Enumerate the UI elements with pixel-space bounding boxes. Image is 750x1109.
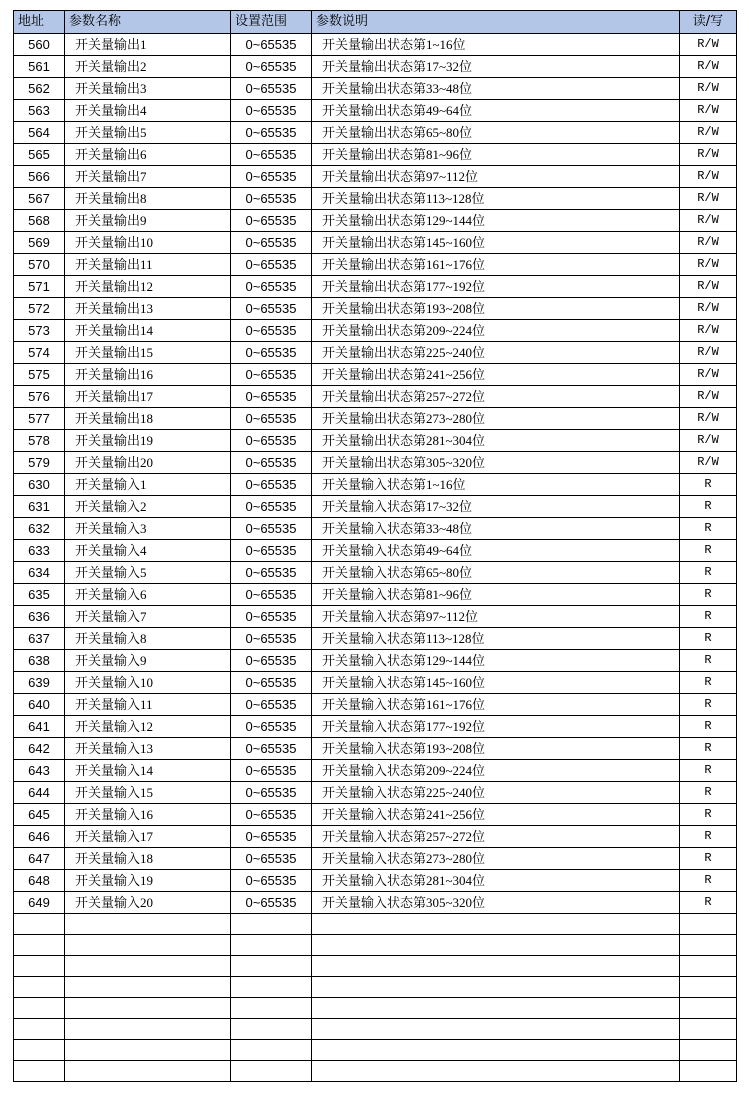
setting-range-cell: 0~65535 xyxy=(231,232,312,254)
param-description-cell: 开关量输入状态第97~112位 xyxy=(312,606,680,628)
read-write-cell: R/W xyxy=(680,188,737,210)
table-row xyxy=(14,1040,737,1061)
read-write-cell: R/W xyxy=(680,276,737,298)
param-description-cell: 开关量输出状态第97~112位 xyxy=(312,166,680,188)
param-description-cell: 开关量输出状态第33~48位 xyxy=(312,78,680,100)
param-description-cell: 开关量输入状态第209~224位 xyxy=(312,760,680,782)
param-name-cell: 开关量输入5 xyxy=(65,562,231,584)
param-name-cell: 开关量输出13 xyxy=(65,298,231,320)
setting-range-cell: 0~65535 xyxy=(231,540,312,562)
param-name-cell: 开关量输出8 xyxy=(65,188,231,210)
param-name-cell: 开关量输入6 xyxy=(65,584,231,606)
setting-range-cell: 0~65535 xyxy=(231,56,312,78)
table-row xyxy=(14,254,737,276)
table-body xyxy=(14,34,737,1082)
table-row xyxy=(14,474,737,496)
address-cell: 573 xyxy=(14,320,65,342)
param-name-cell: 开关量输入19 xyxy=(65,870,231,892)
param-description-cell: 开关量输入状态第17~32位 xyxy=(312,496,680,518)
param-name-cell: 开关量输出20 xyxy=(65,452,231,474)
setting-range-cell: 0~65535 xyxy=(231,804,312,826)
header-param-name: 参数名称 xyxy=(65,11,231,34)
setting-range-cell: 0~65535 xyxy=(231,474,312,496)
setting-range-cell: 0~65535 xyxy=(231,386,312,408)
table-row xyxy=(14,694,737,716)
param-description-cell: 开关量输入状态第281~304位 xyxy=(312,870,680,892)
address-cell: 562 xyxy=(14,78,65,100)
read-write-cell: R xyxy=(680,694,737,716)
setting-range-cell: 0~65535 xyxy=(231,870,312,892)
setting-range-cell: 0~65535 xyxy=(231,364,312,386)
table-row xyxy=(14,518,737,540)
param-description-cell: 开关量输入状态第305~320位 xyxy=(312,892,680,914)
param-name-cell xyxy=(65,935,231,956)
table-row xyxy=(14,914,737,935)
param-description-cell: 开关量输出状态第177~192位 xyxy=(312,276,680,298)
table-row xyxy=(14,977,737,998)
read-write-cell: R/W xyxy=(680,320,737,342)
param-name-cell: 开关量输出1 xyxy=(65,34,231,56)
read-write-cell xyxy=(680,977,737,998)
address-cell: 569 xyxy=(14,232,65,254)
table-row xyxy=(14,998,737,1019)
address-cell: 639 xyxy=(14,672,65,694)
read-write-cell: R xyxy=(680,474,737,496)
read-write-cell: R xyxy=(680,870,737,892)
read-write-cell: R/W xyxy=(680,342,737,364)
param-name-cell: 开关量输入4 xyxy=(65,540,231,562)
setting-range-cell: 0~65535 xyxy=(231,276,312,298)
address-cell: 647 xyxy=(14,848,65,870)
param-description-cell: 开关量输入状态第113~128位 xyxy=(312,628,680,650)
setting-range-cell: 0~65535 xyxy=(231,518,312,540)
table-row xyxy=(14,298,737,320)
address-cell: 634 xyxy=(14,562,65,584)
read-write-cell: R xyxy=(680,760,737,782)
setting-range-cell: 0~65535 xyxy=(231,166,312,188)
setting-range-cell: 0~65535 xyxy=(231,738,312,760)
param-name-cell: 开关量输入12 xyxy=(65,716,231,738)
address-cell xyxy=(14,1019,65,1040)
address-cell: 645 xyxy=(14,804,65,826)
header-param-description: 参数说明 xyxy=(312,11,680,34)
param-description-cell: 开关量输入状态第273~280位 xyxy=(312,848,680,870)
table-row xyxy=(14,584,737,606)
address-cell: 643 xyxy=(14,760,65,782)
address-cell: 574 xyxy=(14,342,65,364)
setting-range-cell: 0~65535 xyxy=(231,694,312,716)
param-description-cell: 开关量输入状态第193~208位 xyxy=(312,738,680,760)
table-row xyxy=(14,628,737,650)
param-description-cell xyxy=(312,1040,680,1061)
param-name-cell: 开关量输出19 xyxy=(65,430,231,452)
table-row xyxy=(14,34,737,56)
table-row xyxy=(14,738,737,760)
read-write-cell: R xyxy=(680,848,737,870)
read-write-cell: R/W xyxy=(680,144,737,166)
address-cell: 564 xyxy=(14,122,65,144)
setting-range-cell: 0~65535 xyxy=(231,584,312,606)
table-row xyxy=(14,935,737,956)
read-write-cell: R xyxy=(680,628,737,650)
param-description-cell xyxy=(312,914,680,935)
setting-range-cell xyxy=(231,1061,312,1082)
param-name-cell xyxy=(65,1061,231,1082)
table-row xyxy=(14,386,737,408)
param-description-cell: 开关量输出状态第281~304位 xyxy=(312,430,680,452)
setting-range-cell xyxy=(231,935,312,956)
param-name-cell xyxy=(65,1019,231,1040)
address-cell: 632 xyxy=(14,518,65,540)
address-cell xyxy=(14,1040,65,1061)
setting-range-cell: 0~65535 xyxy=(231,628,312,650)
setting-range-cell: 0~65535 xyxy=(231,34,312,56)
read-write-cell: R/W xyxy=(680,430,737,452)
table-row xyxy=(14,210,737,232)
param-name-cell: 开关量输出12 xyxy=(65,276,231,298)
param-description-cell xyxy=(312,1061,680,1082)
address-cell: 570 xyxy=(14,254,65,276)
read-write-cell: R/W xyxy=(680,408,737,430)
address-cell: 563 xyxy=(14,100,65,122)
address-cell: 561 xyxy=(14,56,65,78)
header-setting-range: 设置范围 xyxy=(231,11,312,34)
address-cell xyxy=(14,1061,65,1082)
param-name-cell: 开关量输出15 xyxy=(65,342,231,364)
param-name-cell: 开关量输出5 xyxy=(65,122,231,144)
read-write-cell xyxy=(680,935,737,956)
setting-range-cell: 0~65535 xyxy=(231,210,312,232)
address-cell: 579 xyxy=(14,452,65,474)
read-write-cell: R xyxy=(680,826,737,848)
param-description-cell: 开关量输出状态第145~160位 xyxy=(312,232,680,254)
setting-range-cell: 0~65535 xyxy=(231,122,312,144)
table-row xyxy=(14,496,737,518)
table-row xyxy=(14,166,737,188)
address-cell xyxy=(14,977,65,998)
table-row xyxy=(14,56,737,78)
table-row xyxy=(14,804,737,826)
param-name-cell: 开关量输入11 xyxy=(65,694,231,716)
read-write-cell: R xyxy=(680,606,737,628)
param-name-cell: 开关量输入13 xyxy=(65,738,231,760)
read-write-cell: R/W xyxy=(680,254,737,276)
read-write-cell: R/W xyxy=(680,78,737,100)
param-name-cell: 开关量输入18 xyxy=(65,848,231,870)
setting-range-cell: 0~65535 xyxy=(231,144,312,166)
read-write-cell: R/W xyxy=(680,210,737,232)
param-description-cell: 开关量输出状态第81~96位 xyxy=(312,144,680,166)
table-row xyxy=(14,606,737,628)
param-description-cell: 开关量输入状态第145~160位 xyxy=(312,672,680,694)
param-description-cell: 开关量输出状态第65~80位 xyxy=(312,122,680,144)
read-write-cell: R xyxy=(680,496,737,518)
setting-range-cell: 0~65535 xyxy=(231,254,312,276)
setting-range-cell: 0~65535 xyxy=(231,606,312,628)
table-row xyxy=(14,672,737,694)
table-row xyxy=(14,562,737,584)
address-cell: 640 xyxy=(14,694,65,716)
read-write-cell: R xyxy=(680,716,737,738)
setting-range-cell: 0~65535 xyxy=(231,826,312,848)
param-name-cell: 开关量输出9 xyxy=(65,210,231,232)
param-description-cell: 开关量输出状态第49~64位 xyxy=(312,100,680,122)
address-cell: 577 xyxy=(14,408,65,430)
setting-range-cell: 0~65535 xyxy=(231,650,312,672)
read-write-cell: R xyxy=(680,562,737,584)
param-name-cell xyxy=(65,914,231,935)
param-description-cell: 开关量输出状态第193~208位 xyxy=(312,298,680,320)
setting-range-cell: 0~65535 xyxy=(231,430,312,452)
address-cell: 566 xyxy=(14,166,65,188)
param-name-cell: 开关量输出16 xyxy=(65,364,231,386)
setting-range-cell: 0~65535 xyxy=(231,78,312,100)
table-row xyxy=(14,430,737,452)
table-row xyxy=(14,848,737,870)
param-name-cell: 开关量输入15 xyxy=(65,782,231,804)
table-row xyxy=(14,100,737,122)
setting-range-cell xyxy=(231,956,312,977)
param-name-cell: 开关量输入3 xyxy=(65,518,231,540)
address-cell: 635 xyxy=(14,584,65,606)
setting-range-cell: 0~65535 xyxy=(231,716,312,738)
setting-range-cell: 0~65535 xyxy=(231,100,312,122)
read-write-cell: R/W xyxy=(680,166,737,188)
setting-range-cell: 0~65535 xyxy=(231,672,312,694)
table-row xyxy=(14,1061,737,1082)
param-description-cell: 开关量输出状态第161~176位 xyxy=(312,254,680,276)
param-description-cell: 开关量输入状态第257~272位 xyxy=(312,826,680,848)
param-description-cell: 开关量输出状态第241~256位 xyxy=(312,364,680,386)
param-description-cell: 开关量输出状态第1~16位 xyxy=(312,34,680,56)
param-description-cell: 开关量输入状态第241~256位 xyxy=(312,804,680,826)
address-cell: 641 xyxy=(14,716,65,738)
table-row xyxy=(14,540,737,562)
table-row xyxy=(14,408,737,430)
address-cell xyxy=(14,956,65,977)
table-row xyxy=(14,826,737,848)
read-write-cell: R xyxy=(680,650,737,672)
param-name-cell: 开关量输出4 xyxy=(65,100,231,122)
read-write-cell: R xyxy=(680,782,737,804)
table-row xyxy=(14,188,737,210)
param-name-cell: 开关量输出7 xyxy=(65,166,231,188)
setting-range-cell: 0~65535 xyxy=(231,342,312,364)
address-cell: 572 xyxy=(14,298,65,320)
read-write-cell xyxy=(680,1019,737,1040)
param-description-cell: 开关量输出状态第273~280位 xyxy=(312,408,680,430)
address-cell xyxy=(14,914,65,935)
param-name-cell: 开关量输出2 xyxy=(65,56,231,78)
param-description-cell: 开关量输出状态第113~128位 xyxy=(312,188,680,210)
address-cell: 646 xyxy=(14,826,65,848)
address-cell: 649 xyxy=(14,892,65,914)
setting-range-cell: 0~65535 xyxy=(231,892,312,914)
address-cell: 560 xyxy=(14,34,65,56)
param-name-cell: 开关量输入16 xyxy=(65,804,231,826)
param-name-cell: 开关量输入1 xyxy=(65,474,231,496)
table-row xyxy=(14,650,737,672)
read-write-cell: R xyxy=(680,518,737,540)
param-name-cell: 开关量输入8 xyxy=(65,628,231,650)
setting-range-cell: 0~65535 xyxy=(231,452,312,474)
address-cell: 633 xyxy=(14,540,65,562)
address-cell: 565 xyxy=(14,144,65,166)
param-description-cell: 开关量输入状态第65~80位 xyxy=(312,562,680,584)
param-name-cell: 开关量输入17 xyxy=(65,826,231,848)
param-description-cell: 开关量输入状态第129~144位 xyxy=(312,650,680,672)
table-row xyxy=(14,760,737,782)
setting-range-cell xyxy=(231,977,312,998)
param-description-cell: 开关量输出状态第305~320位 xyxy=(312,452,680,474)
read-write-cell: R xyxy=(680,672,737,694)
read-write-cell: R xyxy=(680,540,737,562)
param-description-cell xyxy=(312,1019,680,1040)
setting-range-cell: 0~65535 xyxy=(231,848,312,870)
table-row xyxy=(14,144,737,166)
table-row xyxy=(14,956,737,977)
param-name-cell: 开关量输出11 xyxy=(65,254,231,276)
address-cell: 567 xyxy=(14,188,65,210)
parameter-table xyxy=(13,10,737,1082)
read-write-cell xyxy=(680,956,737,977)
table-row xyxy=(14,716,737,738)
read-write-cell xyxy=(680,1061,737,1082)
read-write-cell: R/W xyxy=(680,452,737,474)
param-name-cell: 开关量输出3 xyxy=(65,78,231,100)
param-description-cell: 开关量输入状态第33~48位 xyxy=(312,518,680,540)
table-row xyxy=(14,892,737,914)
table-row xyxy=(14,870,737,892)
table-row xyxy=(14,276,737,298)
read-write-cell xyxy=(680,998,737,1019)
header-address: 地址 xyxy=(14,11,65,34)
table-row xyxy=(14,1019,737,1040)
param-name-cell: 开关量输入10 xyxy=(65,672,231,694)
address-cell: 638 xyxy=(14,650,65,672)
param-description-cell: 开关量输出状态第129~144位 xyxy=(312,210,680,232)
table-row xyxy=(14,342,737,364)
address-cell: 630 xyxy=(14,474,65,496)
param-description-cell: 开关量输入状态第1~16位 xyxy=(312,474,680,496)
param-name-cell xyxy=(65,1040,231,1061)
param-description-cell: 开关量输出状态第225~240位 xyxy=(312,342,680,364)
setting-range-cell xyxy=(231,998,312,1019)
read-write-cell: R/W xyxy=(680,298,737,320)
param-description-cell xyxy=(312,956,680,977)
param-description-cell: 开关量输出状态第209~224位 xyxy=(312,320,680,342)
setting-range-cell: 0~65535 xyxy=(231,496,312,518)
param-description-cell: 开关量输入状态第161~176位 xyxy=(312,694,680,716)
setting-range-cell: 0~65535 xyxy=(231,408,312,430)
header-read-write: 读/写 xyxy=(680,11,737,34)
address-cell xyxy=(14,935,65,956)
param-name-cell xyxy=(65,998,231,1019)
read-write-cell: R/W xyxy=(680,100,737,122)
read-write-cell: R xyxy=(680,738,737,760)
setting-range-cell xyxy=(231,914,312,935)
read-write-cell: R/W xyxy=(680,386,737,408)
param-description-cell: 开关量输入状态第49~64位 xyxy=(312,540,680,562)
address-cell: 637 xyxy=(14,628,65,650)
param-description-cell: 开关量输入状态第177~192位 xyxy=(312,716,680,738)
setting-range-cell xyxy=(231,1019,312,1040)
param-description-cell: 开关量输入状态第81~96位 xyxy=(312,584,680,606)
table-row xyxy=(14,452,737,474)
param-name-cell: 开关量输入9 xyxy=(65,650,231,672)
param-description-cell xyxy=(312,977,680,998)
param-name-cell: 开关量输出18 xyxy=(65,408,231,430)
param-name-cell xyxy=(65,977,231,998)
read-write-cell: R/W xyxy=(680,364,737,386)
setting-range-cell: 0~65535 xyxy=(231,760,312,782)
param-name-cell: 开关量输入2 xyxy=(65,496,231,518)
setting-range-cell: 0~65535 xyxy=(231,562,312,584)
read-write-cell: R xyxy=(680,584,737,606)
param-name-cell: 开关量输出10 xyxy=(65,232,231,254)
address-cell: 636 xyxy=(14,606,65,628)
table-row xyxy=(14,364,737,386)
param-description-cell: 开关量输入状态第225~240位 xyxy=(312,782,680,804)
param-name-cell: 开关量输出6 xyxy=(65,144,231,166)
table-row xyxy=(14,232,737,254)
param-name-cell: 开关量输入7 xyxy=(65,606,231,628)
address-cell: 644 xyxy=(14,782,65,804)
param-description-cell xyxy=(312,935,680,956)
table-row xyxy=(14,78,737,100)
setting-range-cell: 0~65535 xyxy=(231,782,312,804)
read-write-cell: R/W xyxy=(680,34,737,56)
setting-range-cell: 0~65535 xyxy=(231,188,312,210)
read-write-cell xyxy=(680,914,737,935)
address-cell: 642 xyxy=(14,738,65,760)
param-name-cell xyxy=(65,956,231,977)
address-cell: 576 xyxy=(14,386,65,408)
read-write-cell: R/W xyxy=(680,232,737,254)
param-description-cell: 开关量输出状态第257~272位 xyxy=(312,386,680,408)
read-write-cell: R/W xyxy=(680,122,737,144)
table-row xyxy=(14,782,737,804)
param-name-cell: 开关量输入20 xyxy=(65,892,231,914)
read-write-cell xyxy=(680,1040,737,1061)
address-cell: 631 xyxy=(14,496,65,518)
setting-range-cell xyxy=(231,1040,312,1061)
param-name-cell: 开关量输入14 xyxy=(65,760,231,782)
param-description-cell: 开关量输出状态第17~32位 xyxy=(312,56,680,78)
address-cell xyxy=(14,998,65,1019)
param-name-cell: 开关量输出17 xyxy=(65,386,231,408)
header-row xyxy=(14,11,737,34)
read-write-cell: R xyxy=(680,804,737,826)
param-name-cell: 开关量输出14 xyxy=(65,320,231,342)
address-cell: 578 xyxy=(14,430,65,452)
address-cell: 571 xyxy=(14,276,65,298)
address-cell: 648 xyxy=(14,870,65,892)
param-description-cell xyxy=(312,998,680,1019)
setting-range-cell: 0~65535 xyxy=(231,298,312,320)
table-row xyxy=(14,122,737,144)
table-row xyxy=(14,320,737,342)
table-header xyxy=(14,11,737,34)
address-cell: 568 xyxy=(14,210,65,232)
read-write-cell: R xyxy=(680,892,737,914)
read-write-cell: R/W xyxy=(680,56,737,78)
address-cell: 575 xyxy=(14,364,65,386)
setting-range-cell: 0~65535 xyxy=(231,320,312,342)
